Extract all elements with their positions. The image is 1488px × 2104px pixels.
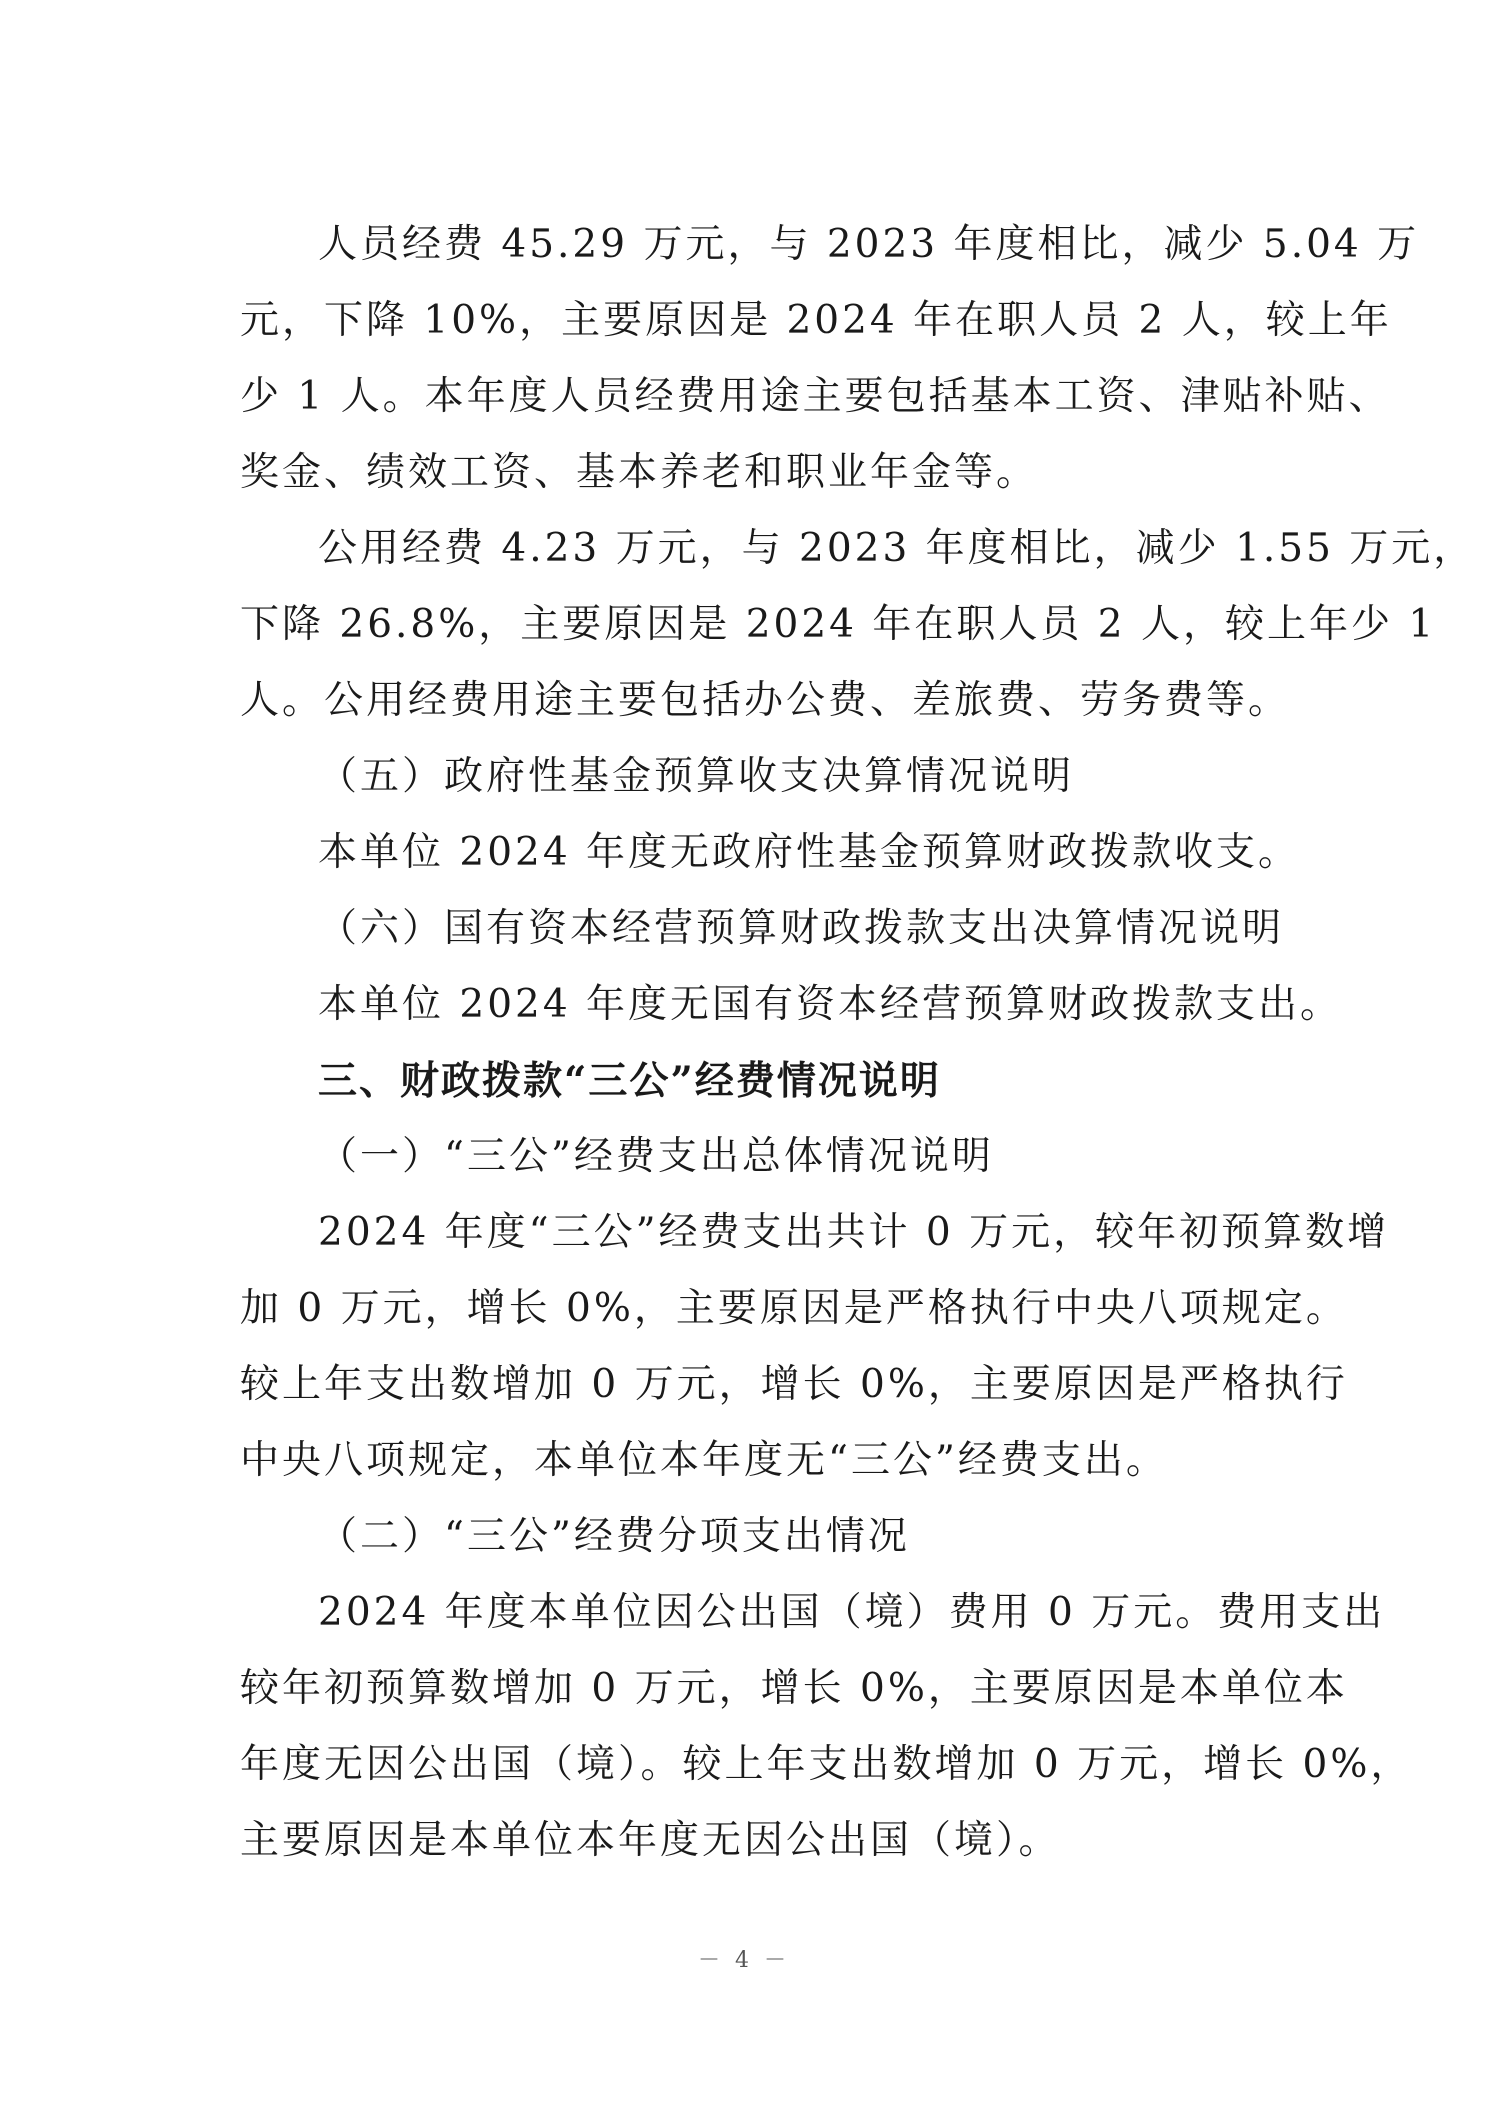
paragraph-line: 人。公用经费用途主要包括办公费、差旅费、劳务费等。 [240, 678, 1291, 723]
paragraph-line: 少 1 人。本年度人员经费用途主要包括基本工资、津贴补贴、 [240, 374, 1391, 419]
paragraph-line: 2024 年度“三公”经费支出共计 0 万元，较年初预算数增 [318, 1210, 1390, 1255]
page-number: － 4 － [698, 1948, 790, 1973]
paragraph-line: 主要原因是本单位本年度无因公出国（境）。 [240, 1818, 1061, 1863]
paragraph-line: 本单位 2024 年度无国有资本经营预算财政拨款支出。 [318, 982, 1343, 1027]
paragraph-line: 本单位 2024 年度无政府性基金预算财政拨款收支。 [318, 830, 1301, 875]
section-subheading: （六）国有资本经营预算财政拨款支出决算情况说明 [318, 906, 1285, 951]
paragraph-line: 元，下降 10%，主要原因是 2024 年在职人员 2 人，较上年 [240, 298, 1392, 343]
paragraph-line: 公用经费 4.23 万元，与 2023 年度相比，减少 1.55 万元， [318, 526, 1476, 571]
paragraph-line: 加 0 万元，增长 0%，主要原因是严格执行中央八项规定。 [240, 1286, 1348, 1331]
paragraph-line: 奖金、绩效工资、基本养老和职业年金等。 [240, 450, 1039, 495]
section-heading: 三、财政拨款“三公”经费情况说明 [318, 1058, 941, 1104]
paragraph-line: 下降 26.8%，主要原因是 2024 年在职人员 2 人，较上年少 1 [240, 602, 1437, 647]
section-subheading: （五）政府性基金预算收支决算情况说明 [318, 754, 1075, 799]
paragraph-line: 人员经费 45.29 万元，与 2023 年度相比，减少 5.04 万 [318, 222, 1420, 267]
paragraph-line: 2024 年度本单位因公出国（境）费用 0 万元。费用支出 [318, 1590, 1386, 1635]
paragraph-line: 较年初预算数增加 0 万元，增长 0%，主要原因是本单位本 [240, 1666, 1348, 1711]
paragraph-line: 中央八项规定，本单位本年度无“三公”经费支出。 [240, 1438, 1168, 1483]
paragraph-line: 年度无因公出国（境）。较上年支出数增加 0 万元，增长 0%， [240, 1742, 1413, 1787]
paragraph-line: 较上年支出数增加 0 万元，增长 0%，主要原因是严格执行 [240, 1362, 1348, 1407]
section-subheading: （一）“三公”经费支出总体情况说明 [318, 1134, 994, 1179]
section-subheading: （二）“三公”经费分项支出情况 [318, 1514, 910, 1559]
